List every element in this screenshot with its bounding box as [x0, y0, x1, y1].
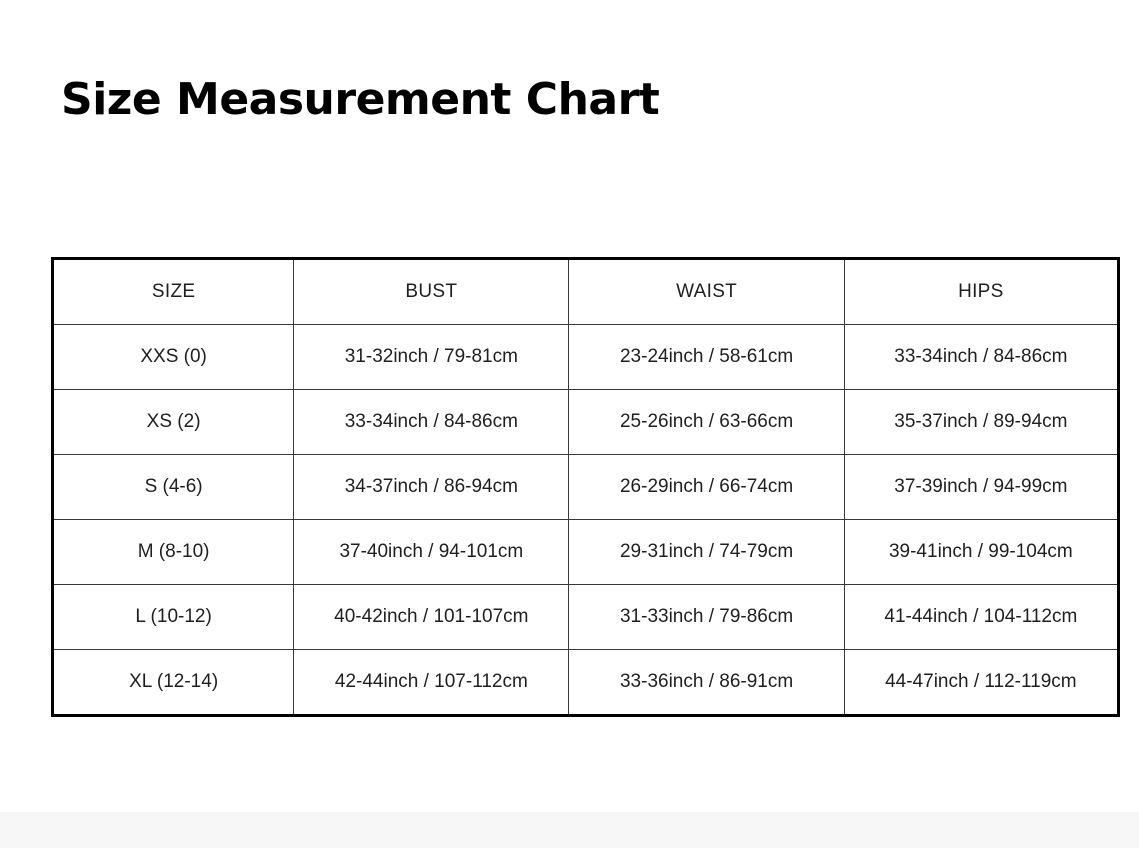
hips-cell: 41-44inch / 104-112cm [844, 585, 1118, 650]
waist-cell: 26-29inch / 66-74cm [569, 455, 844, 520]
bottom-band [0, 812, 1139, 848]
hips-cell: 33-34inch / 84-86cm [844, 325, 1118, 390]
waist-cell: 31-33inch / 79-86cm [569, 585, 844, 650]
bust-cell: 34-37inch / 86-94cm [294, 455, 569, 520]
size-cell: XL (12-14) [53, 650, 294, 716]
table-row [53, 325, 1119, 390]
header-waist: WAIST [569, 259, 844, 325]
header-row [53, 259, 1119, 325]
bust-cell: 33-34inch / 84-86cm [294, 390, 569, 455]
hips-cell: 35-37inch / 89-94cm [844, 390, 1118, 455]
size-chart-table [51, 257, 1120, 717]
table-row [53, 390, 1119, 455]
size-cell: XS (2) [53, 390, 294, 455]
size-cell: L (10-12) [53, 585, 294, 650]
header-bust: BUST [294, 259, 569, 325]
bust-cell: 37-40inch / 94-101cm [294, 520, 569, 585]
waist-cell: 33-36inch / 86-91cm [569, 650, 844, 716]
waist-cell: 29-31inch / 74-79cm [569, 520, 844, 585]
page-title: Size Measurement Chart [61, 74, 660, 125]
header-hips: HIPS [844, 259, 1118, 325]
header-size: SIZE [53, 259, 294, 325]
bust-cell: 40-42inch / 101-107cm [294, 585, 569, 650]
table-row [53, 650, 1119, 716]
size-cell: XXS (0) [53, 325, 294, 390]
size-cell: S (4-6) [53, 455, 294, 520]
hips-cell: 37-39inch / 94-99cm [844, 455, 1118, 520]
bust-cell: 31-32inch / 79-81cm [294, 325, 569, 390]
waist-cell: 23-24inch / 58-61cm [569, 325, 844, 390]
waist-cell: 25-26inch / 63-66cm [569, 390, 844, 455]
table-row [53, 520, 1119, 585]
hips-cell: 39-41inch / 99-104cm [844, 520, 1118, 585]
table-row [53, 455, 1119, 520]
bust-cell: 42-44inch / 107-112cm [294, 650, 569, 716]
hips-cell: 44-47inch / 112-119cm [844, 650, 1118, 716]
size-cell: M (8-10) [53, 520, 294, 585]
table-row [53, 585, 1119, 650]
